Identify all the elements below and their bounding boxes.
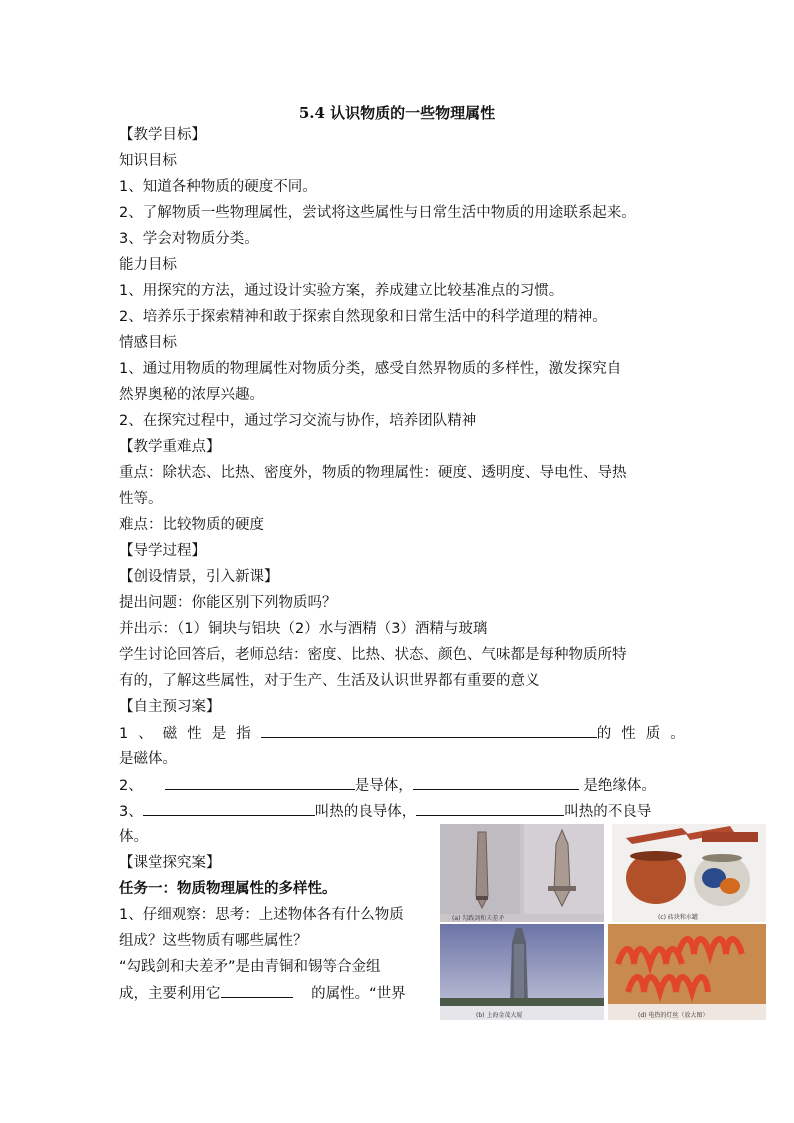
- subheading-emotion: 情感目标: [119, 335, 177, 351]
- jinmao-tower-photo: [440, 924, 604, 1020]
- fill-in-question-2: 2、 是导体， 是绝缘体。: [119, 775, 656, 796]
- text-line: 有的，了解这些属性，对于生产、生活及认识世界都有重要的意义: [119, 673, 540, 689]
- section-heading-preview: 【自主预习案】: [119, 699, 221, 715]
- section-heading-key-points: 【教学重难点】: [119, 439, 221, 455]
- sword-and-spear-photo: [440, 824, 604, 922]
- text-line: 并出示：（1）铜块与铝块（2）水与酒精（3）酒精与玻璃: [119, 621, 488, 637]
- section-heading-process: 【导学过程】: [119, 543, 206, 559]
- section-heading-intro: 【创设情景，引入新课】: [119, 569, 279, 585]
- answer-blank[interactable]: [416, 801, 564, 816]
- text-line: 1、仔细观察：思考：上述物体各有什么物质: [119, 907, 404, 923]
- text-line: 2、培养乐于探索精神和敢于探索自然现象和日常生活中的科学道理的精神。: [119, 309, 607, 325]
- text-line: 是磁体。: [119, 751, 177, 767]
- fill-in-question-4: 成，主要利用它 的属性。“世界: [119, 983, 406, 1004]
- text-line: 学生讨论回答后，老师总结：密度、比热、状态、颜色、气味都是每种物质所特: [119, 647, 627, 663]
- text-line: 2、在探究过程中，通过学习交流与协作，培养团队精神: [119, 413, 477, 429]
- subheading-knowledge: 知识目标: [119, 153, 177, 169]
- caption-d: (d) 电热的灯丝（放大图）: [638, 1012, 709, 1019]
- section-heading-explore: 【课堂探究案】: [119, 855, 221, 871]
- text-line: “勾践剑和夫差矛”是由青铜和锡等合金组: [119, 959, 381, 975]
- subheading-ability: 能力目标: [119, 257, 177, 273]
- caption-c: (c) 砖块和水罐: [658, 914, 698, 921]
- materials-figure: [440, 824, 766, 1020]
- task-heading: 任务一：物质物理属性的多样性。: [119, 881, 337, 897]
- filament-photo: [608, 924, 766, 1020]
- text-line: 重点：除状态、比热、密度外，物质的物理属性：硬度、透明度、导电性、导热: [119, 465, 627, 481]
- text-line: 体。: [119, 829, 148, 845]
- answer-blank[interactable]: [221, 983, 293, 998]
- answer-blank[interactable]: [165, 775, 355, 790]
- text-line: 难点：比较物质的硬度: [119, 517, 264, 533]
- text-line: 3、学会对物质分类。: [119, 231, 259, 247]
- bricks-and-jar-photo: [612, 824, 766, 922]
- caption-a: (a) 勾践剑和夫差矛: [452, 915, 505, 922]
- text-line: 提出问题：你能区别下列物质吗？: [119, 595, 337, 611]
- text-line: 2、了解物质一些物理属性，尝试将这些属性与日常生活中物质的用途联系起来。: [119, 205, 636, 221]
- text-line: 1、知道各种物质的硬度不同。: [119, 179, 317, 195]
- fill-in-question-1: 1、磁性是指 的性质。: [119, 723, 695, 744]
- text-line: 性等。: [119, 491, 163, 507]
- answer-blank[interactable]: [143, 801, 315, 816]
- text-line: 1、通过用物质的物理属性对物质分类，感受自然界物质的多样性，激发探究自: [119, 361, 622, 377]
- page-title: 5.4 认识物质的一些物理属性: [298, 104, 496, 122]
- text-line: 组成？这些物质有哪些属性？: [119, 933, 308, 949]
- answer-blank[interactable]: [261, 723, 597, 738]
- caption-b: (b) 上海金茂大厦: [476, 1012, 523, 1019]
- text-line: 1、用探究的方法，通过设计实验方案，养成建立比较基准点的习惯。: [119, 283, 564, 299]
- answer-blank[interactable]: [413, 775, 579, 790]
- fill-in-question-3: 3、 叫热的良导体， 叫热的不良导: [119, 801, 651, 822]
- section-heading-goals: 【教学目标】: [119, 127, 206, 143]
- text-line: 然界奥秘的浓厚兴趣。: [119, 387, 264, 403]
